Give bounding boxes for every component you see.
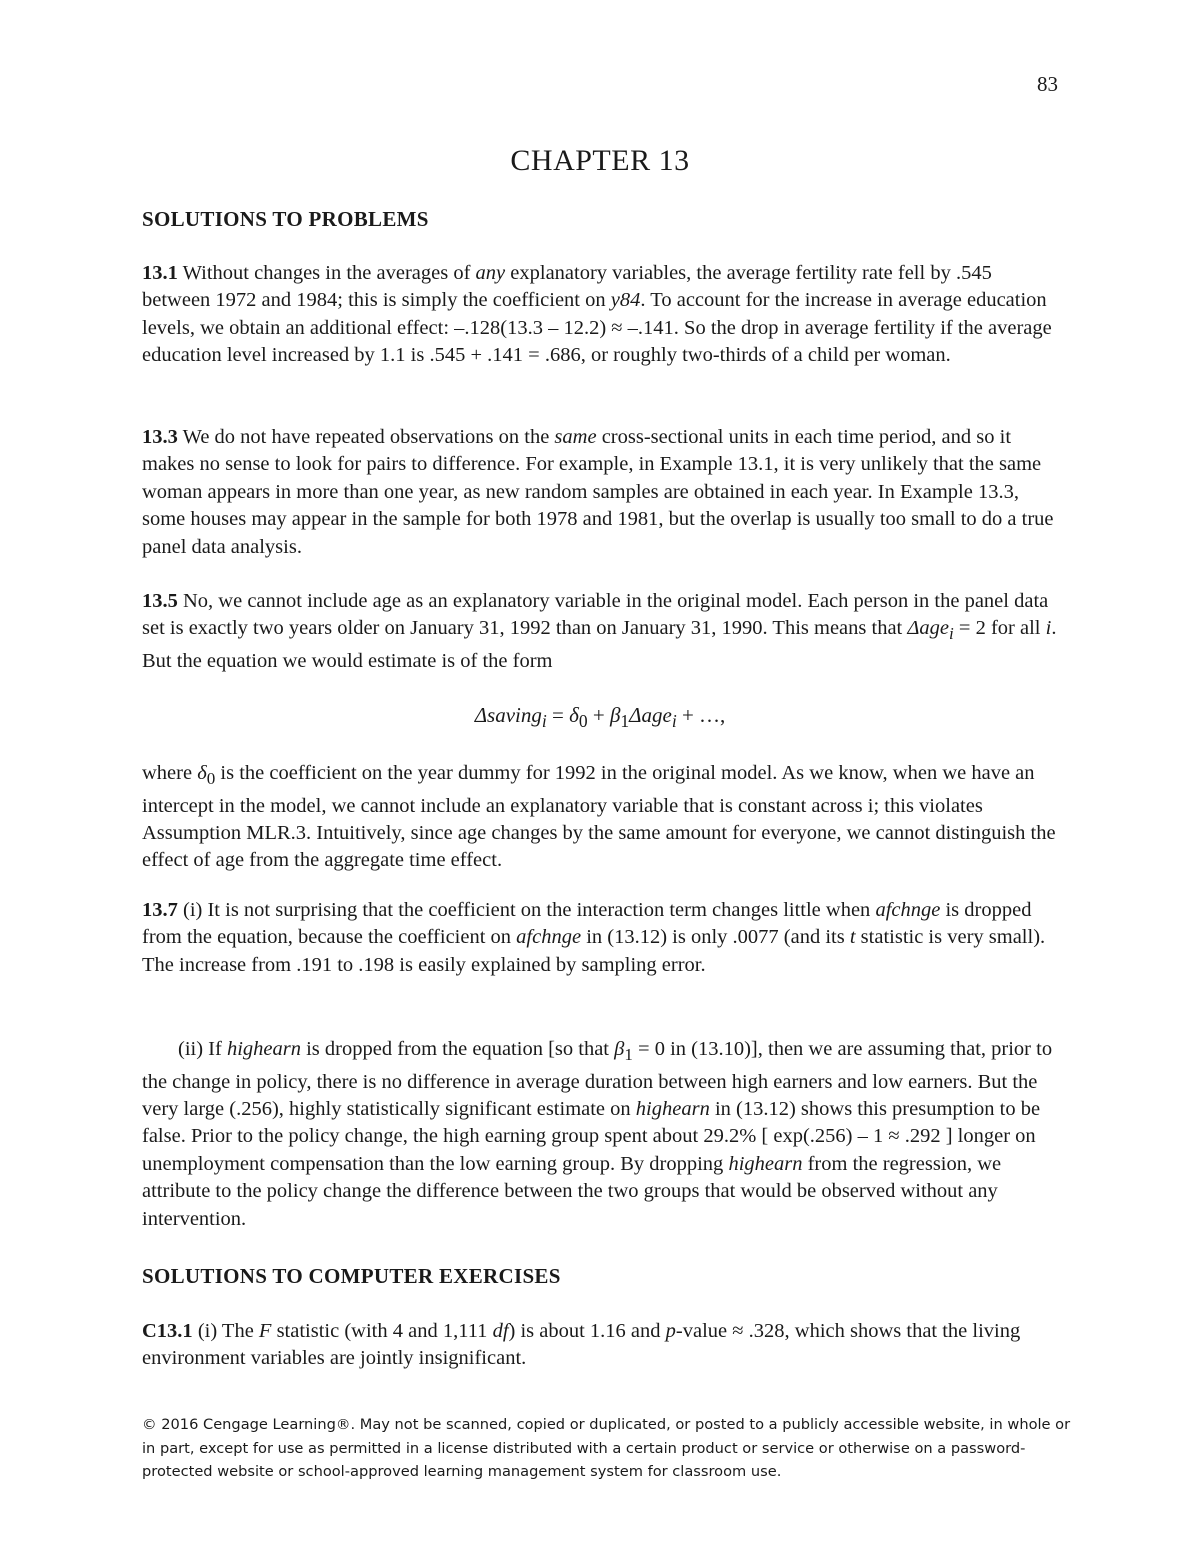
paragraph-13-7: 13.7 (i) It is not surprising that the coefficient on the interaction term changes little when afchnge is dropped from the equation, because the coefficient on afchnge in (13.12) is only .0077 (and its t statistic is very small). The increase from .191 to .198 is easily explained by sampling error. <box>142 899 1046 976</box>
section-heading-problems: SOLUTIONS TO PROBLEMS <box>142 207 429 231</box>
problem-number: 13.3 <box>142 426 178 448</box>
paragraph-13-1: 13.1 Without changes in the averages of any explanatory variables, the average fertility rate fell by .545 between 1972 and 1984; this is simply the coefficient on y84. To account for the increase in average education levels, we obtain an additional effect: –.128(13.3 – 12.2) ≈ –.141. So the drop in average fertility if the average education level increased by 1.1 is .545 + .141 = .686, or roughly two-thirds of a child per woman. <box>142 262 1052 367</box>
equation-saving: Δsaving$_i$ = $\delta_0 + \beta_1\Delta age_i$ + …, <box>474 703 726 732</box>
exercise-number: C13.1 <box>142 1320 193 1342</box>
problem-number: 13.7 <box>142 899 178 921</box>
chapter-title: CHAPTER 13 <box>510 144 690 177</box>
problem-number: 13.5 <box>142 590 178 612</box>
paragraph-13-5: 13.5 No, we cannot include age as an explanatory variable in the original model. Each person in the panel data set is exactly two years older on January 31, 1992 than on January 31, 1990. This means that Δage$_i$ = 2 for all i. But the equation we would estimate is of the form <box>142 590 1057 672</box>
paragraph-13-3: 13.3 We do not have repeated observations on the same cross-sectional units in each time period, and so it makes no sense to look for pairs to difference. For example, in Example 13.1, it is very unlikely that the same woman appears in more than one year, as new random samples are obtained in each year. In Example 13.3, some houses may appear in the sample for both 1978 and 1981, but the overlap is usually too small to do a true panel data analysis. <box>142 426 1054 558</box>
copyright-footer: © 2016 Cengage Learning®. May not be scanned, copied or duplicated, or posted to a publicly accessible website, in whole or in part, except for use as permitted in a license distributed with a certain product or service or otherwise on a password-protected website or school-approved learning management system for classroom use. <box>142 1416 1071 1481</box>
paragraph-13-5-continued: where $\delta_0$ is the coefficient on the year dummy for 1992 in the original model. As we know, when we have an intercept in the model, we cannot include an explanatory variable that is constant across i; this violates Assumption MLR.3. Intuitively, since age changes by the same amount for everyone, we cannot distinguish the effect of age from the aggregate time effect. <box>142 762 1056 872</box>
page-number: 83 <box>1037 72 1058 96</box>
section-heading-computer-exercises: SOLUTIONS TO COMPUTER EXERCISES <box>142 1264 561 1288</box>
paragraph-13-7-part-ii: (ii) If highearn is dropped from the equation [so that $\beta_1 = 0$ in (13.10)], then we are assuming that, prior to the change in policy, there is no difference in average duration between high earners and low earners. But the very large (.256), highly statistically significant estimate on highearn in (13.12) shows this presumption to be false. Prior to the policy change, the high earning group spent about 29.2% [ exp(.256) – 1 ≈ .292 ] longer on unemployment compensation than the low earning group. By dropping highearn from the regression, we attribute to the policy change the difference between the two groups that would be observed without any intervention. <box>142 1038 1053 1230</box>
paragraph-c13-1: C13.1 (i) The F statistic (with 4 and 1,111 df) is about 1.16 and p-value ≈ .328, which shows that the living environment variables are jointly insignificant. <box>142 1320 1021 1370</box>
problem-number: 13.1 <box>142 262 178 284</box>
